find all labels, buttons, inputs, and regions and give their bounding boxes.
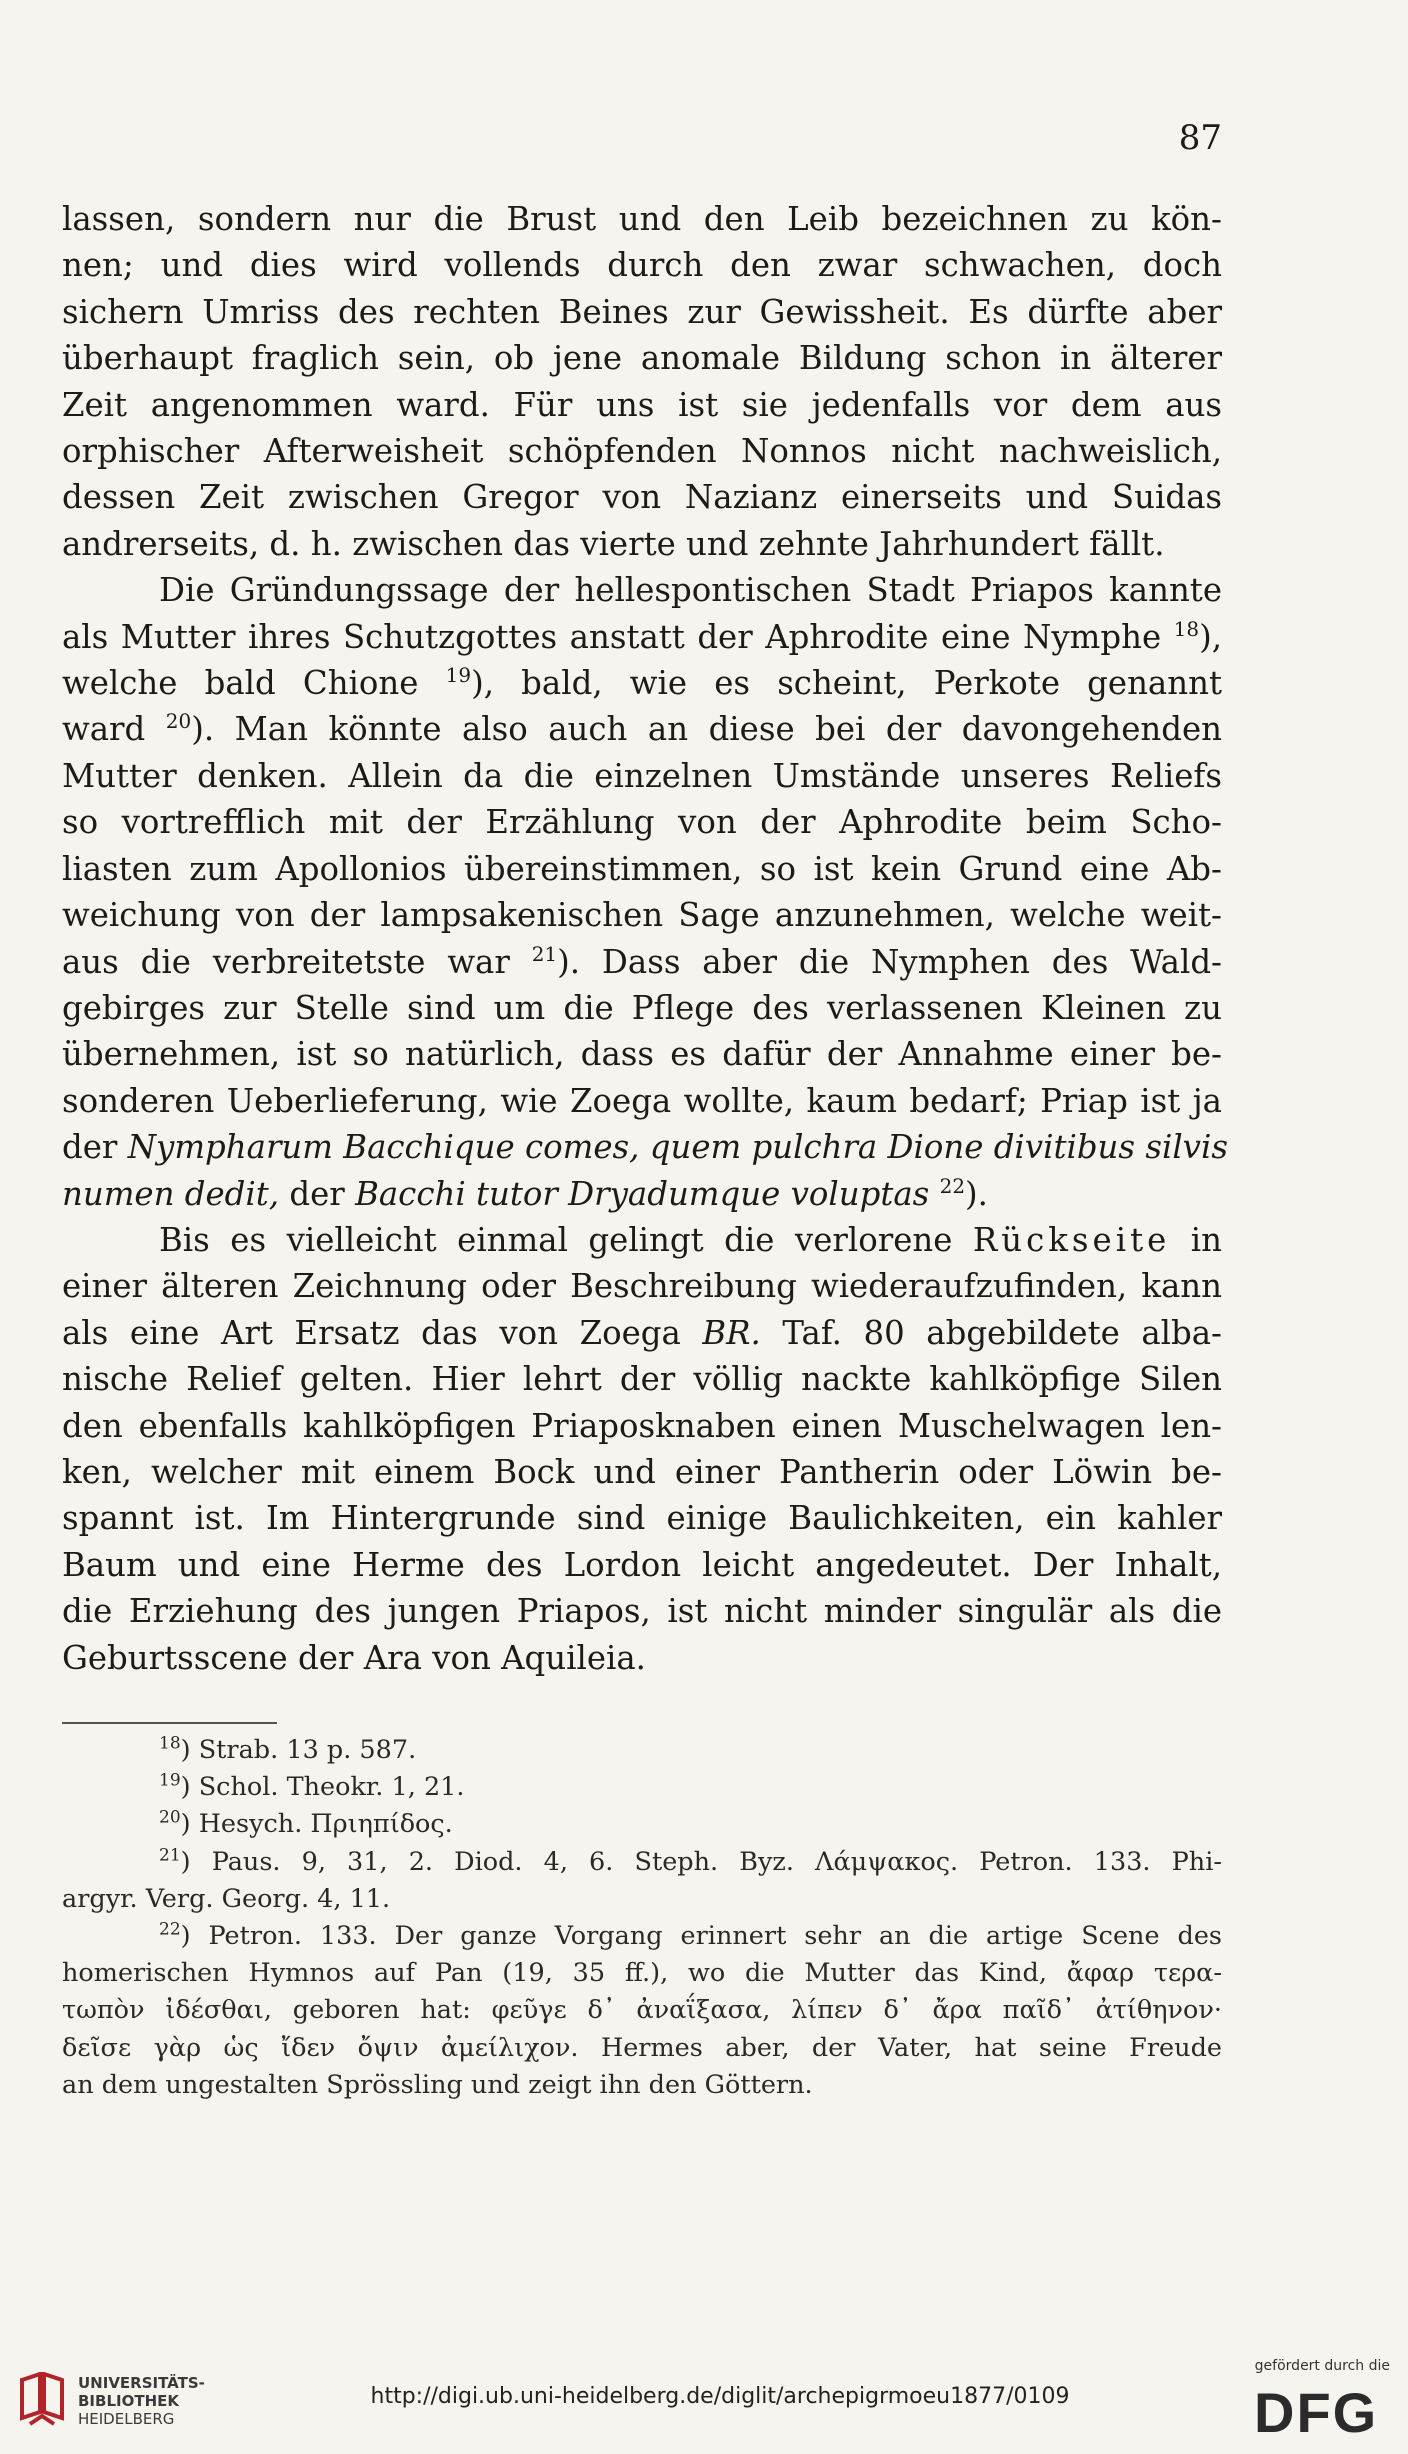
text-line: nische Relief gelten. Hier lehrt der völlig nackte kahlköpfige Silen — [62, 1360, 1222, 1399]
text-line — [62, 614, 1222, 660]
footnote-continuation: τωπὸν ἰδέσθαι, geboren hat: φεῦγε δ᾽ ἀναΐξασα, λίπεν δ᾽ ἄρα παῖδ᾽ ἀτίθηνον· — [62, 1995, 1222, 2026]
footnote-continuation: homerischen Hymnos auf Pan (19, 35 ff.), wo die Mutter das Kind, ἄφαρ τερα- — [62, 1958, 1222, 1989]
text-line: spannt ist. Im Hintergrunde sind einige Baulichkeiten, ein kahler — [62, 1499, 1222, 1538]
footnote-ref-20: 20 — [165, 709, 192, 734]
text-line: liasten zum Apollonios übereinstimmen, so ist kein Grund eine Ab- — [62, 849, 1222, 888]
funding-badge — [1240, 2358, 1400, 2448]
paragraph-start-line: Die Gründungssage der hellespontischen Stadt Priapos kannte — [159, 571, 1222, 610]
text-segment: als eine Art Ersatz das von Zoega — [62, 1313, 703, 1352]
dfg-logo-icon — [1254, 2380, 1390, 2440]
text-segment — [929, 1175, 939, 1213]
text-line — [62, 706, 1222, 752]
text-line: dessen Zeit zwischen Gregor von Nazianz einerseits und Suidas — [62, 478, 1222, 517]
dfg-logo-text: DFG — [1254, 2381, 1379, 2440]
footnote-number: 18 — [159, 1733, 181, 1754]
footnote-number: 20 — [159, 1807, 181, 1828]
footnote-text: ) Petron. 133. Der ganze Vorgang erinnert sehr an die artige Scene des — [180, 1921, 1222, 1952]
text-segment: Bis es vielleicht einmal gelingt die verlorene — [159, 1220, 973, 1259]
footnote — [62, 1732, 1222, 1769]
text-line: übernehmen, ist so natürlich, dass es dafür der Annahme einer be- — [62, 1035, 1222, 1074]
footnotes — [62, 1732, 1222, 2104]
text-line: Mutter denken. Allein da die einzelnen Umstände unseres Reliefs — [62, 756, 1222, 795]
text-line: Baum und eine Herme des Lordon leicht angedeutet. Der Inhalt, — [62, 1545, 1222, 1584]
text-segment: in — [1170, 1220, 1222, 1259]
source-url-link[interactable]: http://digi.ub.uni-heidelberg.de/diglit/archepigrmoeu1877/0109 — [370, 2384, 1070, 2409]
text-line: einer älteren Zeichnung oder Beschreibung wiederaufzufinden, kann — [62, 1267, 1222, 1306]
footnote-number: 21 — [159, 1845, 181, 1866]
text-line: sichern Umriss des rechten Beines zur Gewissheit. Es dürfte aber — [62, 292, 1222, 331]
footnote-continuation: argyr. Verg. Georg. 4, 11. — [62, 1883, 391, 1914]
text-line — [62, 939, 1222, 985]
footnote-continuation: δεῖσε γὰρ ὡς ἴδεν ὄψιν ἀμείλιχον. Hermes aber, der Vater, hat seine Freude — [62, 2032, 1222, 2063]
footnote-ref-22: 22 — [939, 1173, 966, 1198]
latin-quote: Nympharum Bacchique comes, quem pulchra Dione divitibus silvis — [127, 1128, 1228, 1167]
footnote-ref-21: 21 — [531, 941, 558, 966]
text-segment: ). — [965, 1174, 988, 1213]
text-line: andrerseits, d. h. zwischen das vierte und zehnte Jahrhundert fällt. — [62, 524, 1165, 563]
library-logo[interactable] — [16, 2370, 216, 2440]
footnote — [62, 1844, 1222, 1881]
text-segment: ). Man könnte also auch an diese bei der davongehenden — [191, 710, 1222, 749]
library-emblem-icon — [16, 2372, 66, 2428]
text-line: orphischer Afterweisheit schöpfenden Nonnos nicht nachweislich, — [62, 432, 1222, 471]
text-line — [62, 1124, 1228, 1170]
footnote-continuation: an dem ungestalten Sprössling und zeigt ihn den Göttern. — [62, 2069, 813, 2100]
footnote-text: ) Schol. Theokr. 1, 21. — [180, 1772, 465, 1803]
footnote-ref-19: 19 — [445, 663, 472, 688]
abbreviation: BR. — [702, 1313, 761, 1352]
library-name-line: HEIDELBERG — [78, 2410, 175, 2428]
text-segment: aus die verbreitetste war — [62, 942, 532, 981]
footnote-text: ) Paus. 9, 31, 2. Diod. 4, 6. Steph. Byz. Λάμψακος. Petron. 133. Phi- — [180, 1846, 1222, 1877]
latin-quote: numen dedit, — [62, 1174, 280, 1213]
footnote — [62, 1918, 1222, 1955]
text-segment: ward — [62, 710, 166, 749]
library-name-line: BIBLIOTHEK — [78, 2392, 179, 2410]
text-segment: als Mutter ihres Schutzgottes anstatt der Aphrodite eine Nymphe — [62, 617, 1174, 656]
text-segment: der — [279, 1174, 356, 1213]
text-line: ken, welcher mit einem Bock und einer Pantherin oder Löwin be- — [62, 1452, 1222, 1491]
text-segment: ), — [1199, 617, 1222, 656]
text-line — [62, 1171, 1222, 1217]
footnote-number: 22 — [159, 1919, 181, 1940]
emphasized-word: Rückseite — [972, 1220, 1171, 1259]
library-name — [78, 2374, 205, 2428]
latin-quote: Bacchi tutor Dryadumque voluptas — [355, 1174, 930, 1213]
text-line: Geburtsscene der Ara von Aquileia. — [62, 1638, 646, 1677]
text-line: sonderen Ueberlieferung, wie Zoega wollte, kaum bedarf; Priap ist ja — [62, 1081, 1222, 1120]
text-line: überhaupt fraglich sein, ob jene anomale Bildung schon in älterer — [62, 339, 1222, 378]
main-text — [62, 196, 1228, 1681]
footnote-number: 19 — [159, 1770, 181, 1791]
text-segment: ). Dass aber die Nymphen des Wald- — [557, 942, 1222, 981]
text-line: weichung von der lampsakenischen Sage anzunehmen, welche weit- — [62, 896, 1222, 935]
library-name-line: UNIVERSITÄTS- — [78, 2374, 205, 2392]
footnote — [62, 1806, 1222, 1843]
footnote-text: ) Strab. 13 p. 587. — [180, 1735, 417, 1765]
footnote — [62, 1769, 1222, 1806]
text-line: den ebenfalls kahlköpfigen Priaposknaben einen Muschelwagen len- — [62, 1406, 1222, 1445]
text-line: lassen, sondern nur die Brust und den Leib bezeichnen zu kön- — [62, 200, 1222, 238]
footnote-text: ) Hesych. Πριηπίδος. — [180, 1809, 453, 1840]
funding-caption: gefördert durch die — [1254, 2358, 1390, 2374]
text-segment: ), bald, wie es scheint, Perkote genannt — [471, 664, 1222, 703]
text-segment: Taf. 80 abgebildete alba- — [760, 1313, 1222, 1352]
text-segment: welche bald Chione — [62, 664, 446, 703]
text-line: gebirges zur Stelle sind um die Pflege des verlassenen Kleinen zu — [62, 988, 1222, 1027]
text-line: nen; und dies wird vollends durch den zwar schwachen, doch — [62, 246, 1222, 285]
paragraph-start-line — [62, 1217, 1222, 1263]
text-line — [62, 660, 1222, 706]
footnote-ref-18: 18 — [1173, 616, 1200, 641]
text-line — [62, 1310, 1222, 1356]
text-line: so vortrefflich mit der Erzählung von der Aphrodite beim Scho- — [62, 803, 1222, 842]
text-line: Zeit angenommen ward. Für uns ist sie jedenfalls vor dem aus — [62, 385, 1222, 424]
text-line: die Erziehung des jungen Priapos, ist nicht minder singulär als die — [62, 1592, 1222, 1631]
text-segment: der — [62, 1128, 128, 1167]
footnote-divider — [62, 1722, 277, 1724]
page-number: 87 — [1178, 118, 1222, 158]
